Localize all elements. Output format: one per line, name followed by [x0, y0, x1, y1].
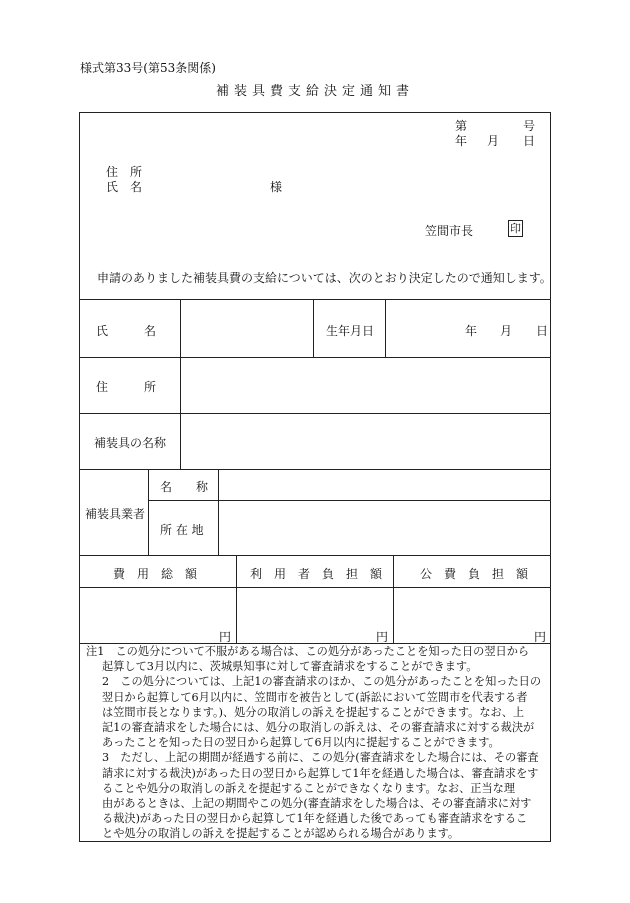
row-line-vendor-mid [148, 500, 551, 501]
number-label: 第 [455, 119, 468, 133]
recipient-honorific: 様 [270, 180, 283, 194]
decision-message: 申請のありました補装具費の支給については、次のとおり決定したので通知します。 [97, 271, 552, 285]
recipient-name-label: 氏 名 [106, 180, 143, 194]
note-line: 翌日から起算して6月以内に、笠間市を被告として(訴訟において笠間市を代表する者 [102, 690, 528, 704]
birth-date-label: 生年月日 [326, 324, 375, 338]
recipient-address-label: 住 所 [106, 165, 143, 179]
cost-total-yen: 円 [219, 630, 232, 644]
issue-year: 年 [455, 134, 468, 148]
user-share-yen: 円 [376, 630, 389, 644]
form-number: 様式第33号(第53条関係) [80, 61, 216, 75]
public-share-label: 公 費 負 担 額 [420, 567, 529, 581]
col-line-vendor-sub [218, 469, 219, 555]
birth-month: 月 [500, 324, 513, 338]
note-line: 由があるときは、上記の期間やこの処分(審査請求をした場合は、その審査請求に対す [102, 797, 532, 811]
note-line: あったことを知った日の翌日から起算して6月以内に提起することができます。 [102, 736, 500, 750]
col-line-name [180, 299, 181, 469]
birth-year: 年 [465, 324, 478, 338]
birth-day: 日 [536, 324, 549, 338]
row-line-3 [79, 413, 551, 414]
note-line: 3 ただし、上記の期間が経過する前に、この処分(審査請求をした場合には、その審査 [102, 751, 539, 765]
row-line-4 [79, 469, 551, 470]
row-line-1 [79, 299, 551, 300]
number-suffix: 号 [523, 119, 536, 133]
issue-day: 日 [523, 134, 536, 148]
row-line-6 [79, 587, 551, 588]
row-line-5 [79, 555, 551, 556]
col-line-birth-left [313, 299, 314, 357]
note-line: 2 この処分については、上記1の審査請求のほか、この処分があったことを知った日の [102, 675, 542, 689]
frame-left [79, 112, 80, 841]
document-title: 補装具費支給決定通知書 [215, 84, 414, 99]
user-share-label: 利 用 者 負 担 額 [250, 567, 383, 581]
vendor-location-label: 所 在 地 [160, 523, 204, 537]
notes-block [86, 644, 541, 842]
name-value[interactable] [184, 303, 310, 353]
note-line: 請求に対する裁決)があった日の翌日から起算して1年を経過した場合は、審査請求をす [102, 766, 539, 780]
frame-top [79, 112, 551, 113]
issue-month: 月 [487, 134, 500, 148]
mayor-title: 笠間市長 [425, 224, 474, 238]
note-line: る裁決)があった日の翌日から起算して1年を経過した後であっても審査請求をするこ [102, 812, 528, 826]
note-line: 記1の審査請求をした場合には、処分の取消しの訴えは、その審査請求に対する裁決が [102, 721, 535, 735]
device-name-label: 補装具の名称 [94, 436, 167, 450]
cost-total-label: 費 用 総 額 [113, 567, 198, 581]
col-line-vendor [148, 469, 149, 555]
vendor-name-label: 名 称 [160, 480, 209, 494]
note-line: ることや処分の取消しの訴えを提起することができなくなります。なお、正当な理 [102, 781, 516, 795]
name-label: 氏 名 [96, 324, 157, 338]
col-line-birth-right [385, 299, 386, 357]
note-line: 起算して3月以内に、茨城県知事に対して審査請求をすることができます。 [102, 660, 478, 674]
frame-right [550, 112, 551, 841]
address-label: 住 所 [96, 380, 157, 394]
vendor-label: 補装具業者 [85, 507, 146, 521]
public-share-yen: 円 [534, 630, 547, 644]
note-line: とや処分の取消しの訴えを提起することが認められる場合があります。 [102, 827, 460, 841]
note-line: 注1 この処分について不服がある場合は、この処分があったことを知った日の翌日から [86, 645, 530, 658]
col-line-cost-2 [393, 555, 394, 643]
note-line: は笠間市長となります。)、処分の取消しの訴えを提起することができます。なお、上 [102, 705, 525, 719]
seal-stamp: 印 [510, 222, 521, 235]
row-line-2 [79, 357, 551, 358]
col-line-cost-1 [236, 555, 237, 643]
